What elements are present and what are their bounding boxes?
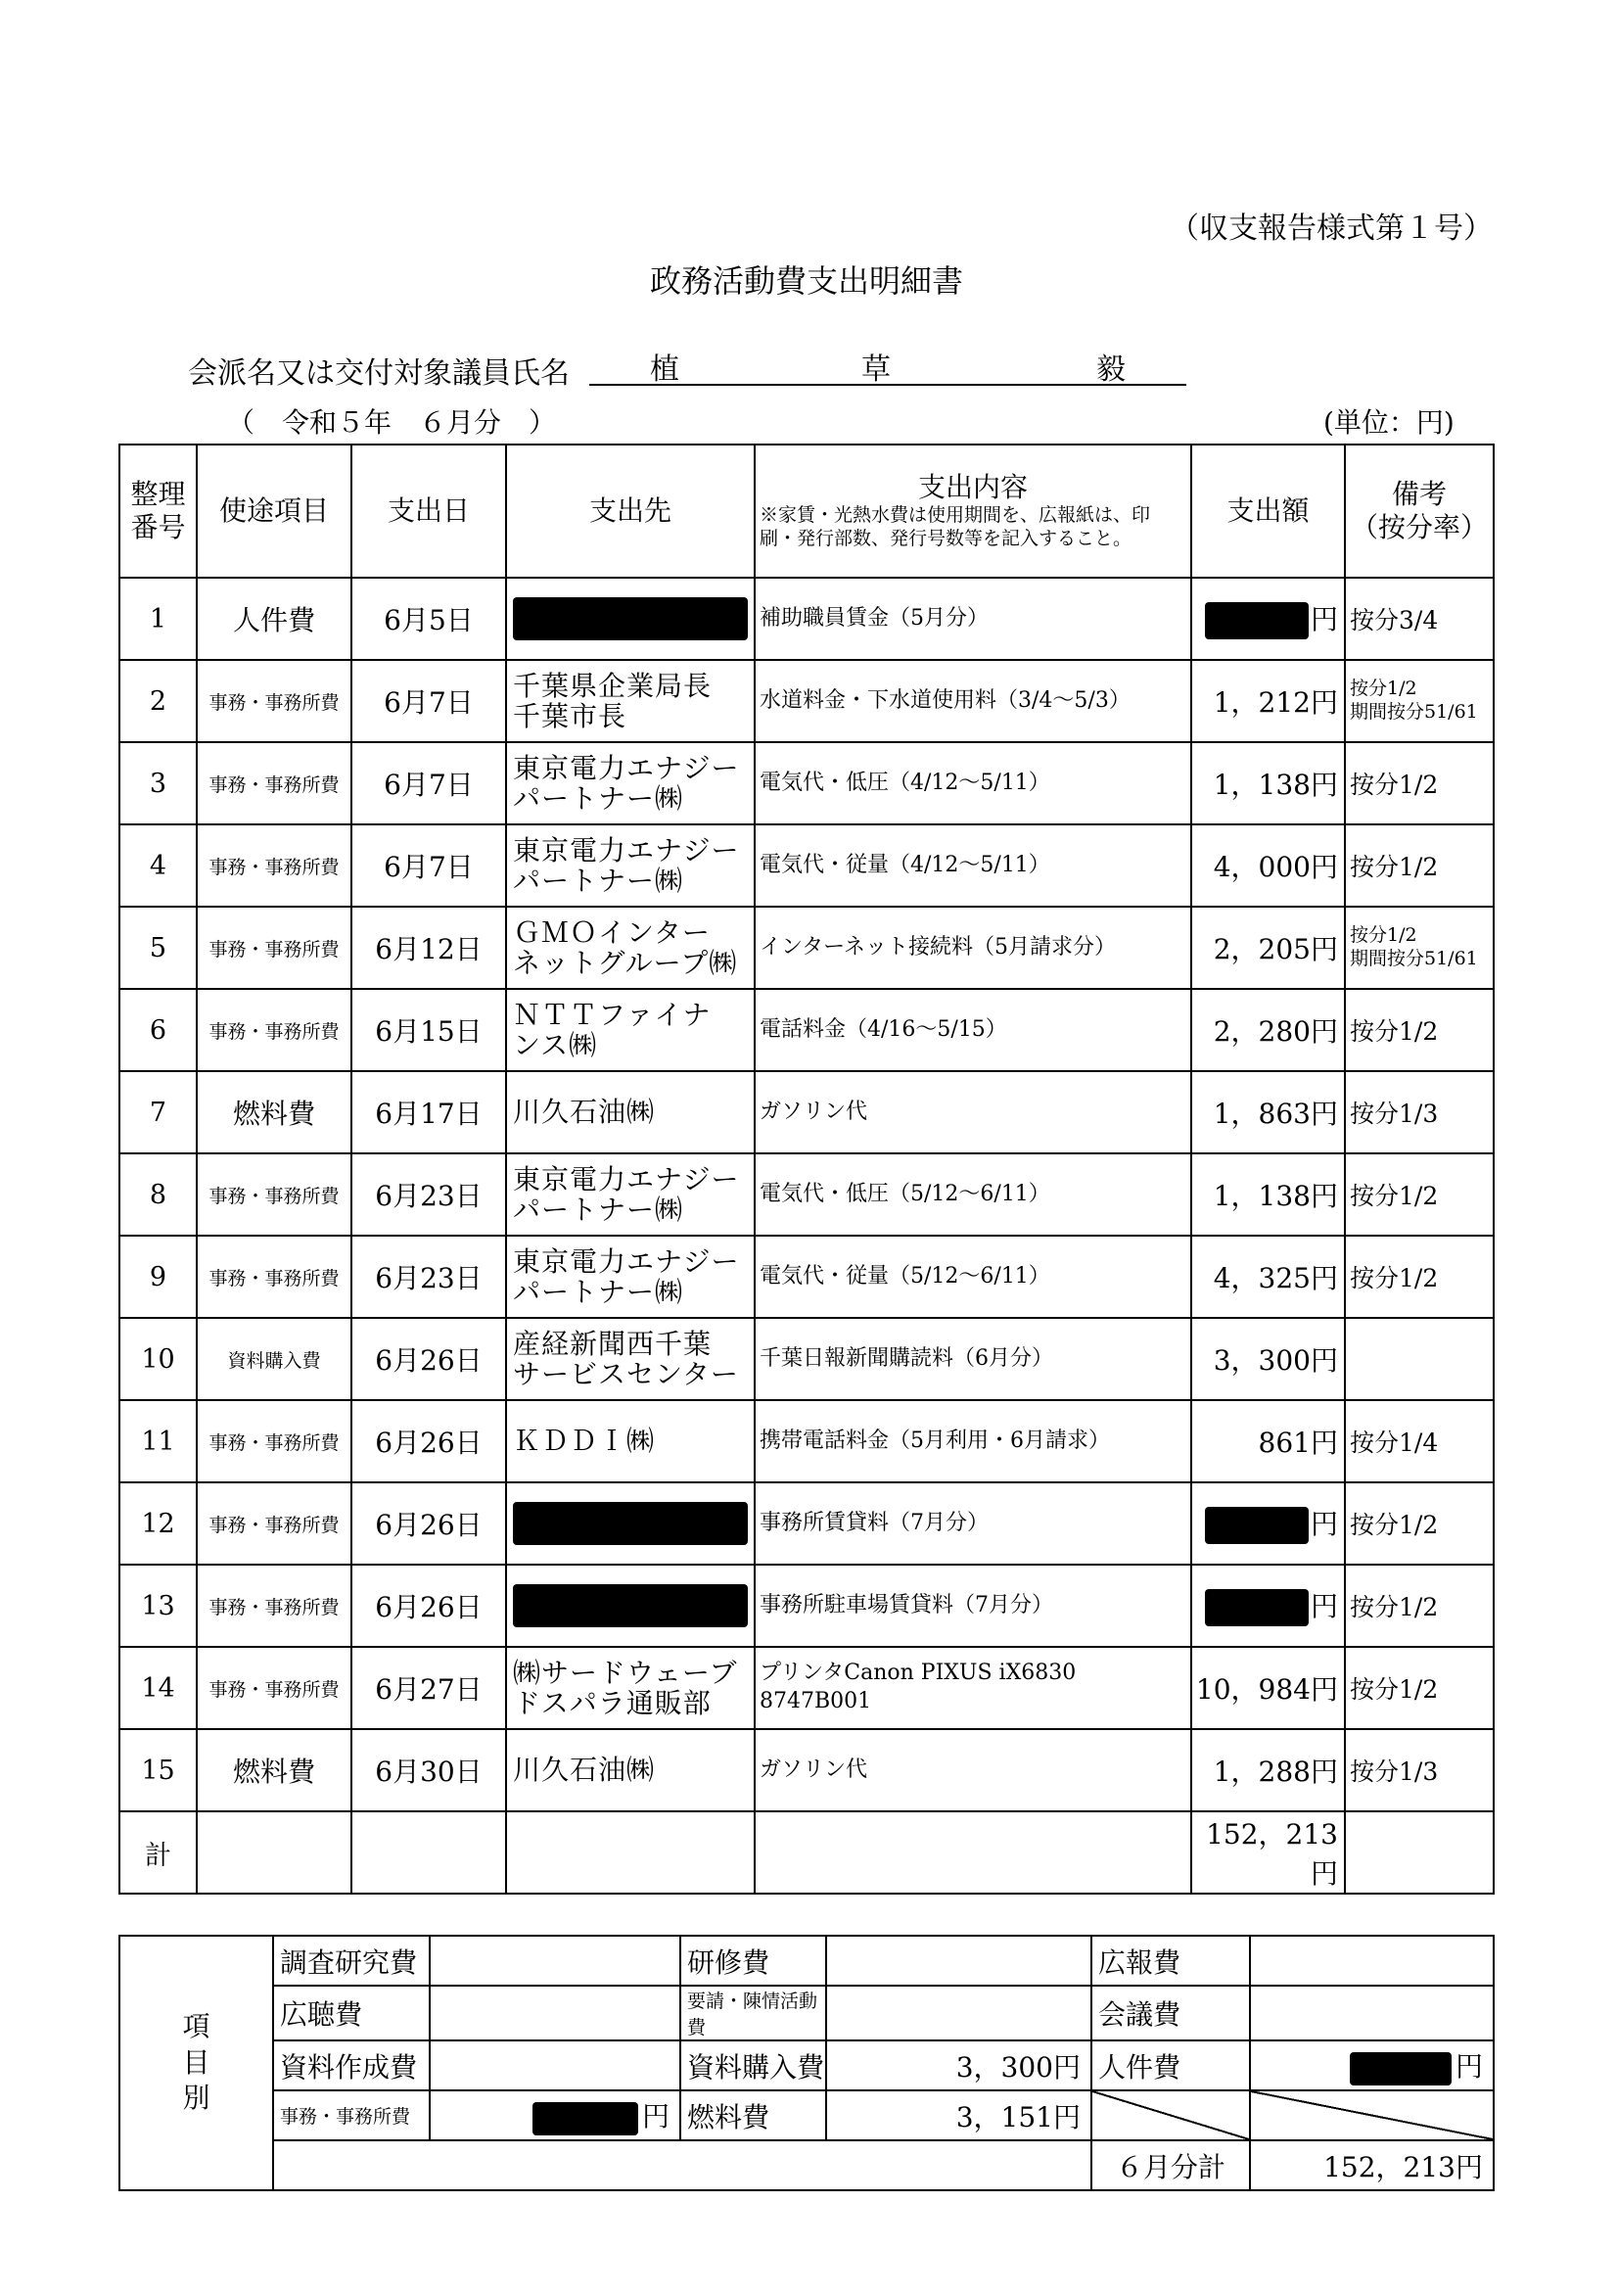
row-payee <box>506 660 755 742</box>
summary-research-label: 調査研究費 <box>273 1936 430 1986</box>
row-amount-text: 1，212円 <box>1213 686 1338 719</box>
redaction-block <box>513 1502 748 1545</box>
row-payee-text: ＧＭＯインター ネットグループ㈱ <box>513 915 738 979</box>
row-description: 事務所賃貸料（7月分） <box>755 1482 1191 1565</box>
row-note: 按分1/2 <box>1345 824 1494 907</box>
row-date: 6月15日 <box>351 989 506 1071</box>
summary-research-amount <box>430 1936 680 1986</box>
row-payee-text: 千葉県企業局長 千葉市長 <box>513 669 713 732</box>
table-row <box>119 824 1494 907</box>
row-description: 電気代・低圧（5/12～6/11） <box>755 1153 1191 1236</box>
row-amount-text: 4，000円 <box>1213 851 1338 883</box>
redaction-block <box>1350 2052 1452 2085</box>
form-number: （収支報告様式第１号） <box>1170 211 1493 246</box>
redaction-block <box>1205 602 1309 639</box>
row-payee <box>506 1565 755 1647</box>
row-payee-text: 産経新聞西千葉 サービスセンター <box>513 1327 739 1390</box>
row-description: 電気代・従量（4/12～5/11） <box>755 824 1191 907</box>
row-amount <box>1191 1729 1345 1811</box>
row-amount-text: 3，300円 <box>1213 1344 1338 1377</box>
row-amount-text: 1，288円 <box>1213 1756 1338 1788</box>
row-note: 按分1/2 <box>1345 989 1494 1071</box>
row-date: 6月5日 <box>351 578 506 660</box>
row-payee-text: 東京電力エナジー パートナー㈱ <box>513 1244 740 1308</box>
row-payee <box>506 1236 755 1318</box>
row-category: 資料購入費 <box>197 1318 351 1400</box>
row-note: 按分1/3 <box>1345 1071 1494 1153</box>
summary-fuel-label: 燃料費 <box>680 2090 826 2140</box>
row-number: 3 <box>119 742 197 824</box>
unit-label: (単位：円) <box>1323 406 1455 439</box>
row-date: 6月30日 <box>351 1729 506 1811</box>
redaction-block <box>1205 1589 1309 1626</box>
row-payee <box>506 1400 755 1482</box>
row-date: 6月23日 <box>351 1153 506 1236</box>
summary-office-amount <box>430 2090 680 2140</box>
row-category: 事務・事務所費 <box>197 824 351 907</box>
member-name <box>589 345 1186 387</box>
row-amount-text: 1，138円 <box>1213 769 1338 801</box>
expense-table <box>118 444 1495 1895</box>
row-payee <box>506 1318 755 1400</box>
table-row <box>119 1153 1494 1236</box>
period: （ 令和５年 ６月分 ） <box>227 406 557 439</box>
table-row <box>119 1565 1494 1647</box>
header-category: 使途項目 <box>197 445 351 578</box>
row-description: インターネット接続料（5月請求分） <box>755 907 1191 989</box>
summary-office-label: 事務・事務所費 <box>273 2090 430 2140</box>
row-description: 千葉日報新聞購読料（6月分） <box>755 1318 1191 1400</box>
summary-empty-slashed <box>1250 2090 1494 2140</box>
row-amount-text: 1，138円 <box>1213 1180 1338 1212</box>
summary-materials-purchase-label: 資料購入費 <box>680 2040 826 2090</box>
row-date: 6月7日 <box>351 660 506 742</box>
row-description: 携帯電話料金（5月利用・6月請求） <box>755 1400 1191 1482</box>
table-row <box>119 1647 1494 1729</box>
row-number: 4 <box>119 824 197 907</box>
row-amount <box>1191 1565 1345 1647</box>
row-date: 6月27日 <box>351 1647 506 1729</box>
row-category: 事務・事務所費 <box>197 1565 351 1647</box>
row-payee <box>506 1153 755 1236</box>
row-amount-text: 2，280円 <box>1213 1015 1338 1048</box>
row-number: 5 <box>119 907 197 989</box>
summary-empty-slashed <box>1091 2090 1250 2140</box>
row-date: 6月26日 <box>351 1400 506 1482</box>
table-header-row <box>119 445 1494 578</box>
summary-petition-label: 要請・陳情活動費 <box>680 1986 826 2040</box>
row-note: 按分1/2 <box>1345 1565 1494 1647</box>
header-note: 備考 （按分率） <box>1345 445 1494 578</box>
redaction-block <box>513 597 748 640</box>
row-number: 10 <box>119 1318 197 1400</box>
row-number: 9 <box>119 1236 197 1318</box>
category-summary-table <box>118 1935 1495 2191</box>
summary-month-total: 152，213円 <box>1250 2140 1494 2190</box>
table-row <box>119 989 1494 1071</box>
row-amount <box>1191 824 1345 907</box>
row-note: 按分1/2 期間按分51/61 <box>1345 907 1494 989</box>
row-amount <box>1191 660 1345 742</box>
row-category: 事務・事務所費 <box>197 907 351 989</box>
row-number: 12 <box>119 1482 197 1565</box>
row-note: 按分1/2 <box>1345 742 1494 824</box>
row-amount <box>1191 1647 1345 1729</box>
row-amount-text: 4，325円 <box>1213 1262 1338 1294</box>
row-note <box>1345 1318 1494 1400</box>
row-date: 6月7日 <box>351 824 506 907</box>
summary-petition-amount <box>826 1986 1091 2040</box>
row-number: 2 <box>119 660 197 742</box>
summary-meeting-label: 会議費 <box>1091 1986 1250 2040</box>
row-payee-text: ㈱サードウェーブ ドスパラ通販部 <box>513 1656 738 1719</box>
row-payee <box>506 1647 755 1729</box>
row-amount <box>1191 1153 1345 1236</box>
table-row <box>119 1236 1494 1318</box>
row-payee <box>506 1071 755 1153</box>
header-date: 支出日 <box>351 445 506 578</box>
redaction-block <box>532 2102 638 2135</box>
summary-training-label: 研修費 <box>680 1936 826 1986</box>
row-amount <box>1191 1400 1345 1482</box>
table-row <box>119 1318 1494 1400</box>
row-description: 水道料金・下水道使用料（3/4～5/3） <box>755 660 1191 742</box>
row-payee <box>506 1482 755 1565</box>
row-amount <box>1191 907 1345 989</box>
row-note: 按分1/2 期間按分51/61 <box>1345 660 1494 742</box>
row-number: 15 <box>119 1729 197 1811</box>
row-number: 7 <box>119 1071 197 1153</box>
row-payee-text: 川久石油㈱ <box>513 1754 656 1787</box>
member-name-part: 毅 <box>1096 352 1126 387</box>
row-category: 事務・事務所費 <box>197 1482 351 1565</box>
row-note: 按分3/4 <box>1345 578 1494 660</box>
redaction-block <box>513 1584 748 1627</box>
row-category: 燃料費 <box>197 1729 351 1811</box>
row-category: 人件費 <box>197 578 351 660</box>
row-description: ガソリン代 <box>755 1729 1191 1811</box>
summary-pr-amount <box>1250 1936 1494 1986</box>
row-date: 6月7日 <box>351 742 506 824</box>
table-row <box>119 1482 1494 1565</box>
summary-hearing-label: 広聴費 <box>273 1986 430 2040</box>
summary-fuel-amount: 3，151円 <box>826 2090 1091 2140</box>
total-label: 計 <box>119 1811 197 1894</box>
member-name-part: 草 <box>861 352 891 387</box>
row-category: 事務・事務所費 <box>197 1153 351 1236</box>
row-payee-text: 東京電力エナジー パートナー㈱ <box>513 751 740 815</box>
row-description: 事務所駐車場賃貸料（7月分） <box>755 1565 1191 1647</box>
member-name-part: 植 <box>650 352 679 387</box>
row-date: 6月26日 <box>351 1318 506 1400</box>
table-row <box>119 578 1494 660</box>
row-category: 事務・事務所費 <box>197 989 351 1071</box>
row-amount <box>1191 1482 1345 1565</box>
row-category: 事務・事務所費 <box>197 1647 351 1729</box>
row-amount-text: 円 <box>1310 1507 1338 1540</box>
summary-pr-label: 広報費 <box>1091 1936 1250 1986</box>
row-description: 補助職員賃金（5月分） <box>755 578 1191 660</box>
total-amount: 152，213円 <box>1191 1811 1345 1894</box>
header-description-title: 支出内容 <box>917 471 1028 504</box>
row-category: 事務・事務所費 <box>197 660 351 742</box>
member-name-underline <box>589 384 1186 386</box>
redaction-block <box>1205 1507 1309 1544</box>
row-amount-text: 円 <box>1310 1589 1338 1622</box>
row-payee <box>506 824 755 907</box>
row-payee-text: 東京電力エナジー パートナー㈱ <box>513 1162 740 1226</box>
row-number: 13 <box>119 1565 197 1647</box>
row-date: 6月26日 <box>351 1565 506 1647</box>
row-amount-text: 円 <box>1310 602 1338 635</box>
table-row <box>119 1400 1494 1482</box>
row-number: 11 <box>119 1400 197 1482</box>
row-category: 事務・事務所費 <box>197 742 351 824</box>
summary-month-total-label: ６月分計 <box>1091 2140 1250 2190</box>
row-number: 1 <box>119 578 197 660</box>
total-row <box>119 1811 1494 1894</box>
header-amount: 支出額 <box>1191 445 1345 578</box>
table-row <box>119 1729 1494 1811</box>
row-number: 14 <box>119 1647 197 1729</box>
row-amount-text: 1，863円 <box>1213 1098 1338 1130</box>
summary-materials-purchase-amount: 3，300円 <box>826 2040 1091 2090</box>
summary-personnel-label: 人件費 <box>1091 2040 1250 2090</box>
row-category: 事務・事務所費 <box>197 1400 351 1482</box>
summary-hearing-amount <box>430 1986 680 2040</box>
row-note: 按分1/2 <box>1345 1153 1494 1236</box>
header-description <box>755 445 1191 578</box>
row-amount <box>1191 1318 1345 1400</box>
row-payee <box>506 989 755 1071</box>
row-amount <box>1191 989 1345 1071</box>
row-note: 按分1/3 <box>1345 1729 1494 1811</box>
summary-meeting-amount <box>1250 1986 1494 2040</box>
header-payee: 支出先 <box>506 445 755 578</box>
row-amount <box>1191 742 1345 824</box>
table-row <box>119 660 1494 742</box>
row-amount <box>1191 578 1345 660</box>
row-date: 6月23日 <box>351 1236 506 1318</box>
summary-training-amount <box>826 1936 1091 1986</box>
row-category: 燃料費 <box>197 1071 351 1153</box>
row-payee-text: 川久石油㈱ <box>513 1096 656 1129</box>
row-category: 事務・事務所費 <box>197 1236 351 1318</box>
page-title: 政務活動費支出明細書 <box>650 262 964 300</box>
row-number: 6 <box>119 989 197 1071</box>
summary-personnel-amount <box>1250 2040 1494 2090</box>
row-note: 按分1/2 <box>1345 1236 1494 1318</box>
row-payee <box>506 1729 755 1811</box>
row-amount <box>1191 1071 1345 1153</box>
row-amount-text: 10，984円 <box>1195 1673 1338 1706</box>
row-date: 6月17日 <box>351 1071 506 1153</box>
row-payee-text: ＫＤＤＩ㈱ <box>513 1425 656 1458</box>
row-note: 按分1/2 <box>1345 1647 1494 1729</box>
row-amount-text: 2，205円 <box>1213 933 1338 965</box>
row-date: 6月26日 <box>351 1482 506 1565</box>
row-payee <box>506 907 755 989</box>
member-label: 会派名又は交付対象議員氏名 <box>188 356 570 391</box>
header-description-note: ※家賃・光熱水費は使用期間を、広報紙は、印刷・発行部数、発行号数等を記入すること。 <box>760 504 1151 549</box>
header-no: 整理 番号 <box>119 445 197 578</box>
summary-personnel-unit: 円 <box>1455 2050 1483 2084</box>
row-date: 6月12日 <box>351 907 506 989</box>
table-row <box>119 907 1494 989</box>
summary-office-unit: 円 <box>641 2100 670 2133</box>
row-payee-text: 東京電力エナジー パートナー㈱ <box>513 833 740 897</box>
row-description: プリンタCanon PIXUS iX6830 8747B001 <box>755 1647 1191 1729</box>
row-payee <box>506 742 755 824</box>
row-amount-text: 861円 <box>1258 1427 1338 1459</box>
row-description: 電気代・低圧（4/12～5/11） <box>755 742 1191 824</box>
table-row <box>119 742 1494 824</box>
row-payee <box>506 578 755 660</box>
row-number: 8 <box>119 1153 197 1236</box>
row-note: 按分1/2 <box>1345 1482 1494 1565</box>
row-description: ガソリン代 <box>755 1071 1191 1153</box>
row-description: 電話料金（4/16～5/15） <box>755 989 1191 1071</box>
summary-side-label: 項 目 別 <box>119 1936 273 2190</box>
row-amount <box>1191 1236 1345 1318</box>
row-note: 按分1/4 <box>1345 1400 1494 1482</box>
row-payee-text: ＮＴＴファイナ ンス㈱ <box>513 998 712 1061</box>
row-description: 電気代・従量（5/12～6/11） <box>755 1236 1191 1318</box>
summary-materials-prep-label: 資料作成費 <box>273 2040 430 2090</box>
summary-materials-prep-amount <box>430 2040 680 2090</box>
table-row <box>119 1071 1494 1153</box>
